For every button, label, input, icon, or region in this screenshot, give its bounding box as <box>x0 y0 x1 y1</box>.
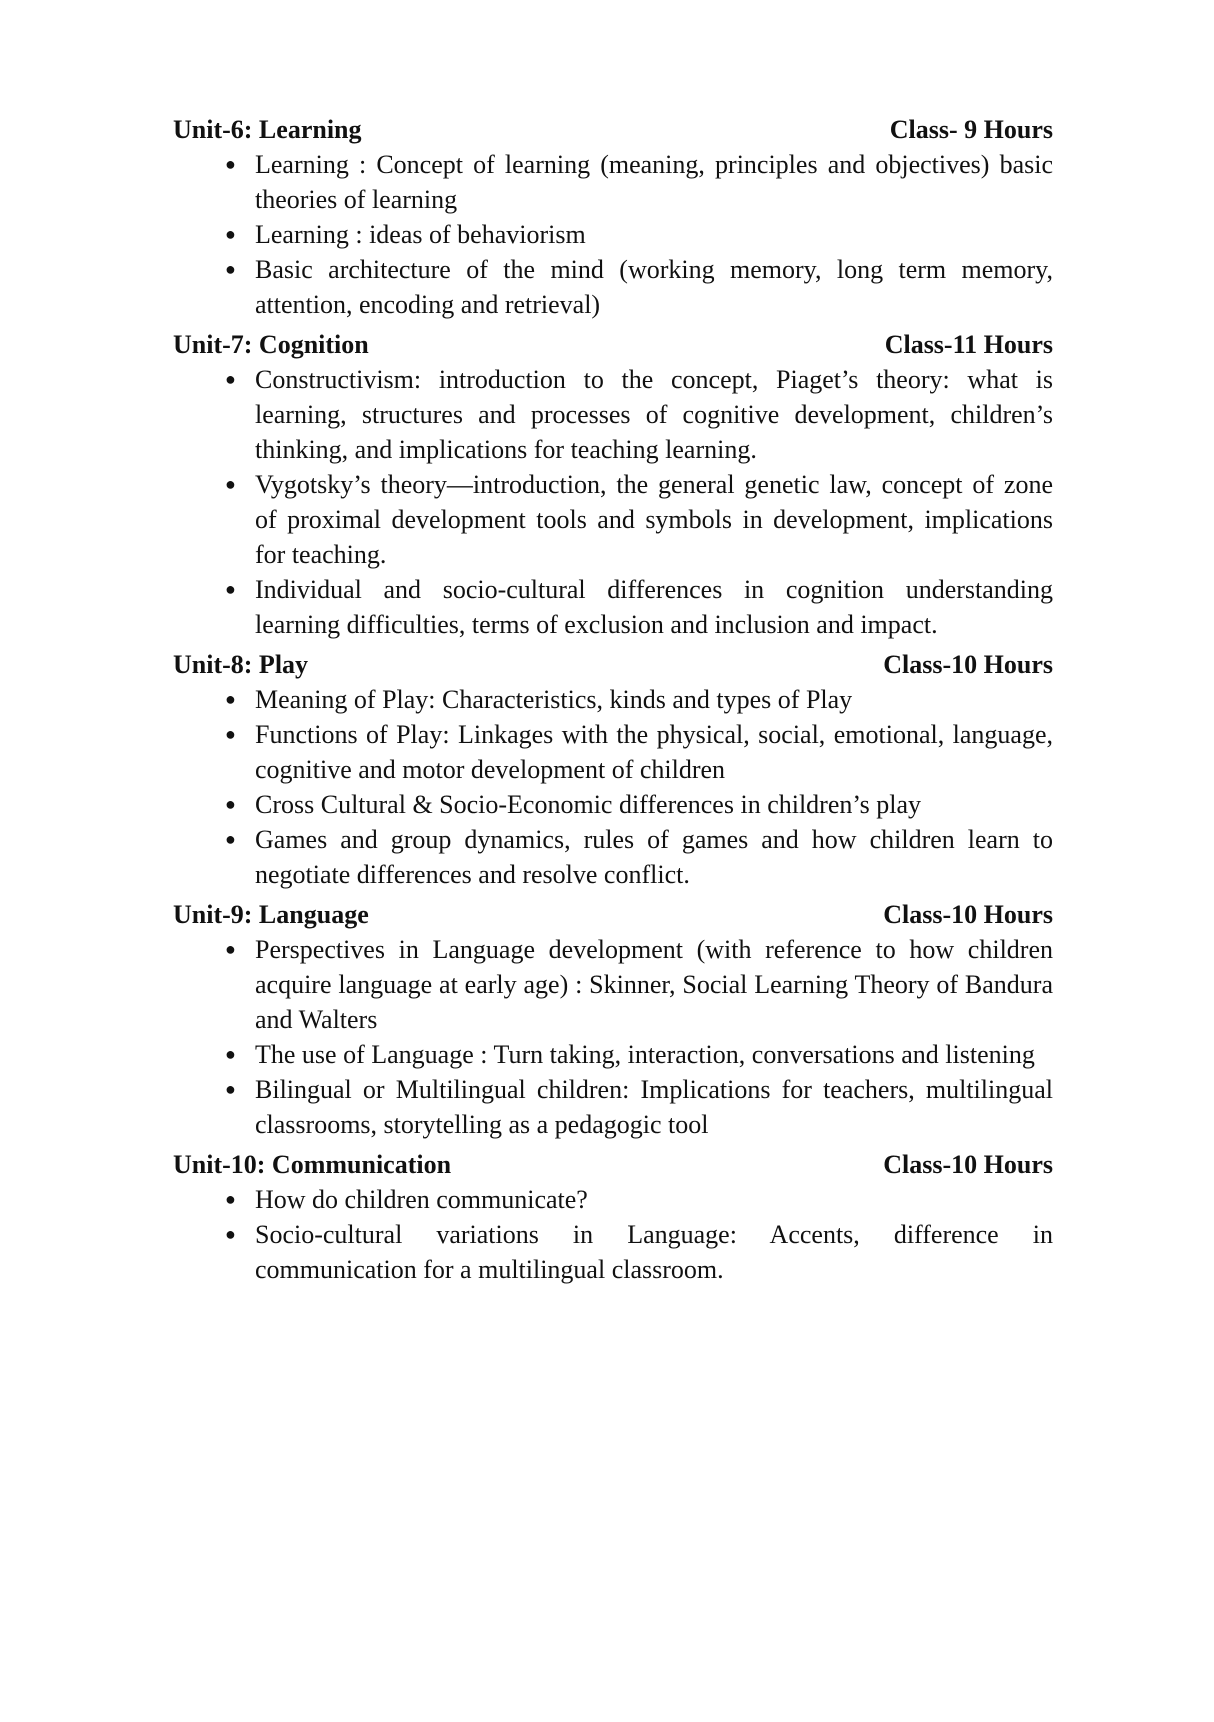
unit-10-section <box>173 1147 1053 1287</box>
unit-header <box>173 327 1053 362</box>
topic-text: Basic architecture of the mind (working memory, long term memory, attention, encoding and retrieval) <box>255 255 1053 319</box>
unit-header <box>173 647 1053 682</box>
topic-text: Vygotsky’s theory—introduction, the general genetic law, concept of zone of proximal development tools and symbols in development, implications for teaching. <box>255 470 1053 569</box>
bullet-icon: ● <box>225 369 236 389</box>
unit-8-section <box>173 647 1053 892</box>
topic-text: Learning : ideas of behaviorism <box>255 220 586 249</box>
unit-hours: Class-10 Hours <box>883 650 1053 679</box>
bullet-icon: ● <box>225 154 236 174</box>
list-item <box>225 1182 1053 1217</box>
list-item <box>225 572 1053 642</box>
bullet-icon: ● <box>225 1224 236 1244</box>
list-item <box>225 1037 1053 1072</box>
bullet-icon: ● <box>225 794 236 814</box>
list-item <box>225 787 1053 822</box>
list-item <box>225 932 1053 1037</box>
unit-hours: Class- 9 Hours <box>889 115 1053 144</box>
unit-topic-list <box>173 1182 1053 1287</box>
unit-title: Unit-10: Communication <box>173 1150 452 1179</box>
topic-text: Cross Cultural & Socio-Economic differences in children’s play <box>255 790 921 819</box>
topic-text: How do children communicate? <box>255 1185 588 1214</box>
bullet-icon: ● <box>225 724 236 744</box>
list-item <box>225 467 1053 572</box>
unit-6-section <box>173 112 1053 322</box>
list-item <box>225 1217 1053 1287</box>
unit-header <box>173 1147 1053 1182</box>
topic-text: Bilingual or Multilingual children: Implications for teachers, multilingual classrooms, storytelling as a pedagogic tool <box>255 1075 1053 1139</box>
list-item <box>225 682 1053 717</box>
unit-header <box>173 897 1053 932</box>
list-item <box>225 217 1053 252</box>
bullet-icon: ● <box>225 689 236 709</box>
unit-title: Unit-9: Language <box>173 900 369 929</box>
topic-text: Constructivism: introduction to the concept, Piaget’s theory: what is learning, structures and processes of cognitive development, children’s thinking, and implications for teaching learning. <box>255 365 1053 464</box>
bullet-icon: ● <box>225 1189 236 1209</box>
unit-title: Unit-7: Cognition <box>173 330 369 359</box>
list-item <box>225 147 1053 217</box>
bullet-icon: ● <box>225 939 236 959</box>
unit-hours: Class-10 Hours <box>883 1150 1053 1179</box>
unit-topic-list <box>173 682 1053 892</box>
unit-9-section <box>173 897 1053 1142</box>
bullet-icon: ● <box>225 1044 236 1064</box>
topic-text: Functions of Play: Linkages with the physical, social, emotional, language, cognitive and motor development of children <box>255 720 1053 784</box>
unit-header <box>173 112 1053 147</box>
unit-hours: Class-10 Hours <box>883 900 1053 929</box>
syllabus-page <box>173 112 1053 1292</box>
unit-hours: Class-11 Hours <box>884 330 1053 359</box>
topic-text: Individual and socio-cultural differences in cognition understanding learning difficulties, terms of exclusion and inclusion and impact. <box>255 575 1053 639</box>
unit-topic-list <box>173 932 1053 1142</box>
list-item <box>225 362 1053 467</box>
topic-text: Games and group dynamics, rules of games and how children learn to negotiate differences and resolve conflict. <box>255 825 1053 889</box>
unit-7-section <box>173 327 1053 642</box>
topic-text: Socio-cultural variations in Language: Accents, difference in communication for a multilingual classroom. <box>255 1220 1053 1284</box>
topic-text: The use of Language : Turn taking, interaction, conversations and listening <box>255 1040 1035 1069</box>
bullet-icon: ● <box>225 224 236 244</box>
topic-text: Learning : Concept of learning (meaning, principles and objectives) basic theories of learning <box>255 150 1053 214</box>
bullet-icon: ● <box>225 474 236 494</box>
list-item <box>225 252 1053 322</box>
unit-title: Unit-6: Learning <box>173 115 362 144</box>
unit-title: Unit-8: Play <box>173 650 309 679</box>
unit-topic-list <box>173 362 1053 642</box>
topic-text: Meaning of Play: Characteristics, kinds and types of Play <box>255 685 853 714</box>
bullet-icon: ● <box>225 1079 236 1099</box>
unit-topic-list <box>173 147 1053 322</box>
list-item <box>225 822 1053 892</box>
list-item <box>225 1072 1053 1142</box>
topic-text: Perspectives in Language development (with reference to how children acquire language at early age) : Skinner, Social Learning Theory of Bandura and Walters <box>255 935 1053 1034</box>
bullet-icon: ● <box>225 579 236 599</box>
bullet-icon: ● <box>225 259 236 279</box>
list-item <box>225 717 1053 787</box>
bullet-icon: ● <box>225 829 236 849</box>
